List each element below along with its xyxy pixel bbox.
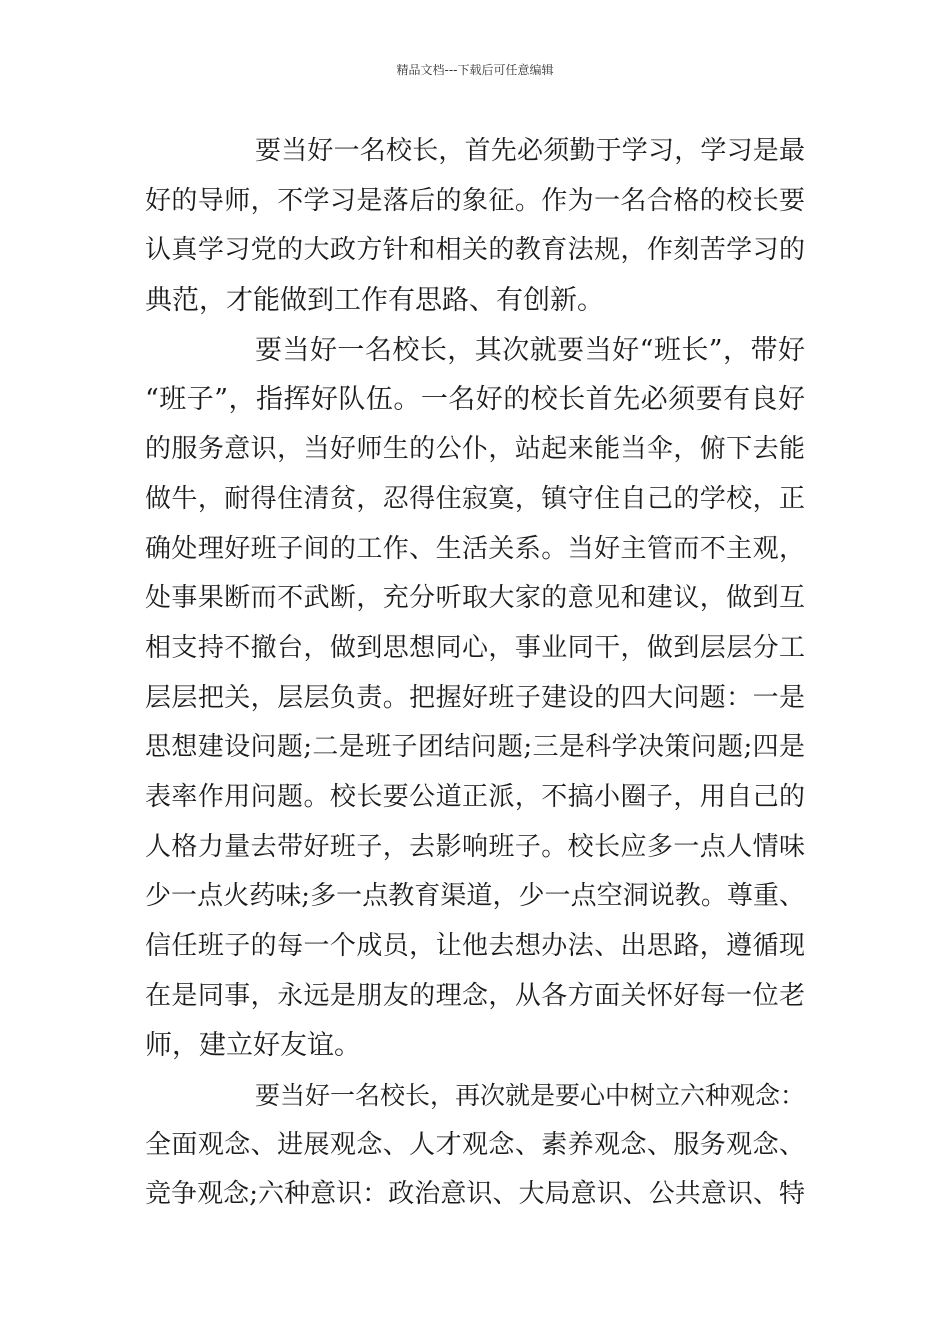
document-body <box>145 127 805 1220</box>
text-line: 确处理好班子间的工作、生活关系。当好主管而不主观， <box>145 533 805 564</box>
text-line: 典范，才能做到工作有思路、有创新。 <box>145 285 604 317</box>
text-line: 在是同事，永远是朋友的理念，从各方面关怀好每一位老 <box>145 980 805 1011</box>
text-line: 认真学习党的大政方针和相关的教育法规，作刻苦学习的 <box>145 235 805 266</box>
text-line: “班子”，指挥好队伍。一名好的校长首先必须要有良好 <box>145 384 805 416</box>
text-line: 的服务意识，当好师生的公仆，站起来能当伞，俯下去能 <box>145 434 805 465</box>
text-line: 表率作用问题。校长要公道正派，不搞小圈子，用自己的 <box>145 781 805 812</box>
text-line: 要当好一名校长，再次就是要心中树立六种观念： <box>255 1081 806 1111</box>
text-line: 少一点火药味;多一点教育渠道，少一点空洞说教。尊重、 <box>145 881 805 912</box>
text-line: 做牛，耐得住清贫，忍得住寂寞，镇守住自己的学校，正 <box>145 483 805 514</box>
text-line: 师，建立好友谊。 <box>145 1030 361 1062</box>
text-line: 要当好一名校长，首先必须勤于学习，学习是最 <box>255 136 805 166</box>
text-line: 人格力量去带好班子，去影响班子。校长应多一点人情味 <box>145 831 805 862</box>
text-line: 竞争观念;六种意识：政治意识、大局意识、公共意识、特 <box>145 1179 805 1210</box>
text-line: 信任班子的每一个成员，让他去想办法、出思路，遵循现 <box>145 931 805 961</box>
text-line: 好的导师，不学习是落后的象征。作为一名合格的校长要 <box>145 185 805 216</box>
text-line: 要当好一名校长，其次就要当好“班长”，带好 <box>255 334 805 366</box>
page-header: 精品文档---下载后可任意编辑 <box>396 63 554 77</box>
text-line: 思想建设问题;二是班子团结问题;三是科学决策问题;四是 <box>145 732 805 763</box>
text-line: 层层把关，层层负责。把握好班子建设的四大问题：一是 <box>145 682 805 713</box>
text-line: 处事果断而不武断，充分听取大家的意见和建议，做到互 <box>145 583 805 614</box>
text-line: 相支持不撤台，做到思想同心，事业同干，做到层层分工 <box>145 632 805 663</box>
text-line: 全面观念、进展观念、人才观念、素养观念、服务观念、 <box>145 1129 805 1160</box>
